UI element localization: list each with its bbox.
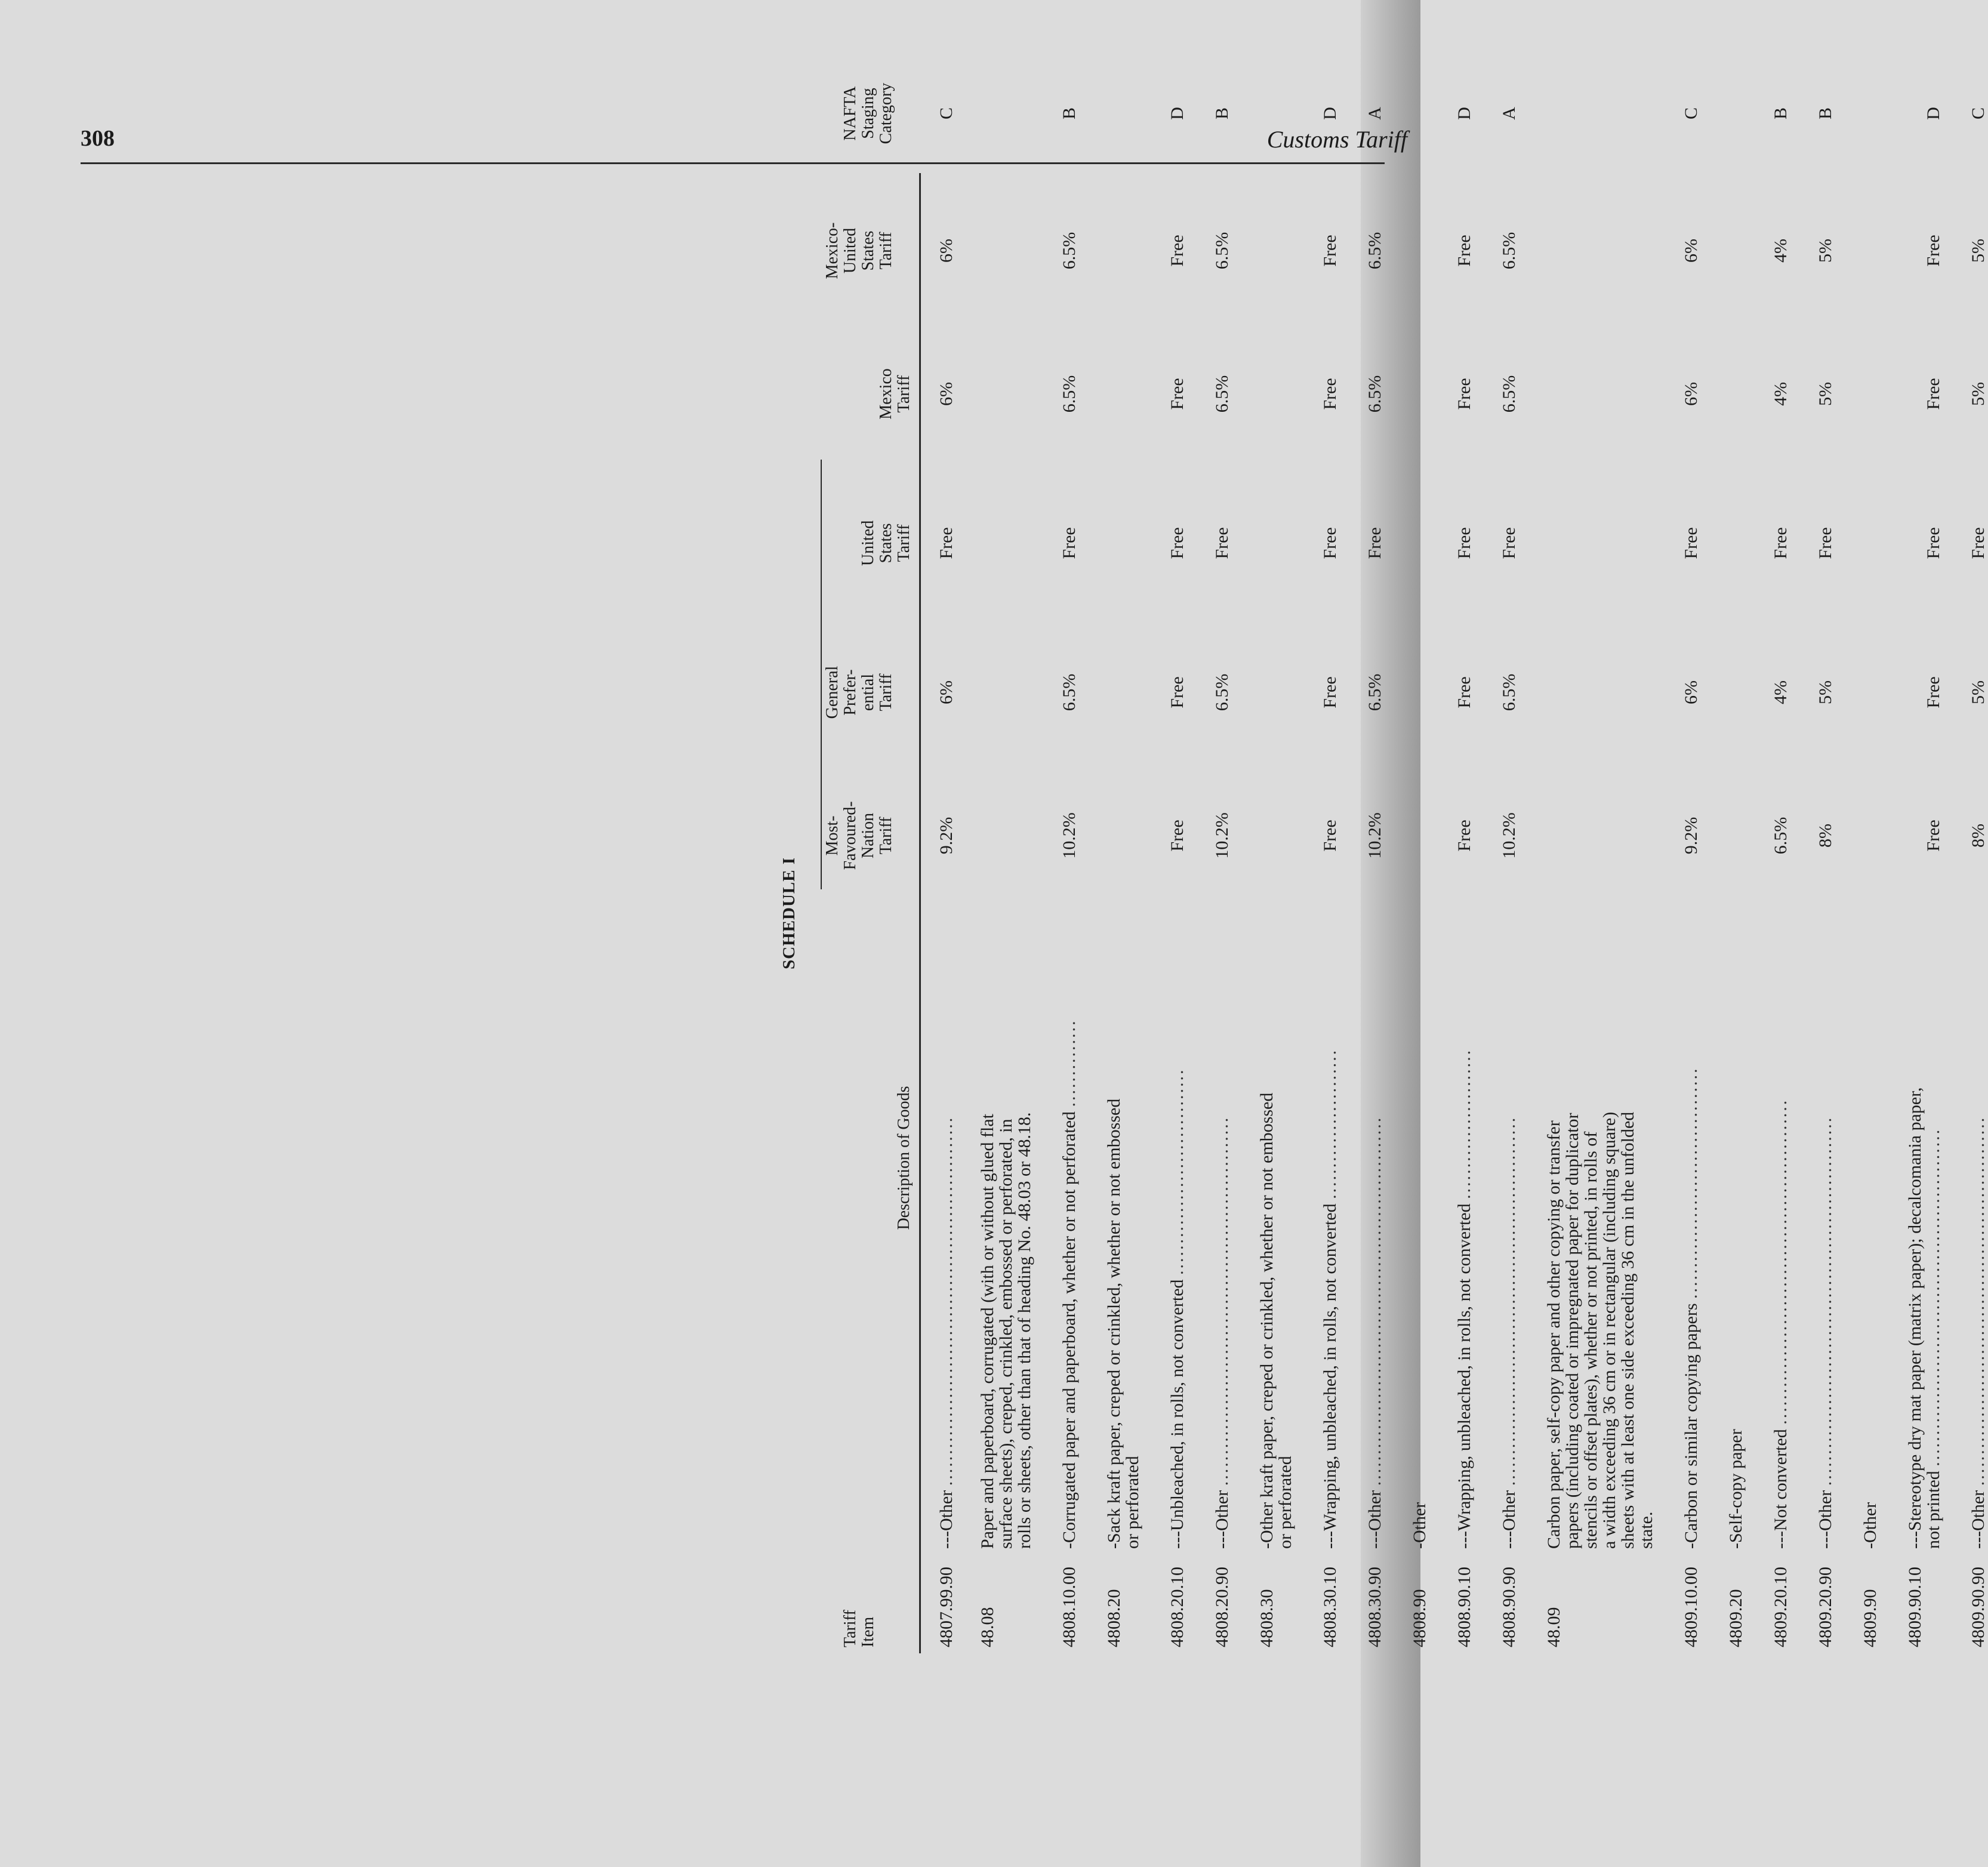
header-must: Mexico- United States Tariff xyxy=(823,222,895,279)
goods-description: -Self-copy paper xyxy=(1726,1429,1746,1549)
tariff-item-code: 4809.10.00 xyxy=(1681,1567,1701,1647)
rate-mfn: Free xyxy=(1320,819,1340,852)
rate-gpt: 4% xyxy=(1771,680,1790,704)
rate-nafta: A xyxy=(1499,107,1519,120)
rate-ust: Free xyxy=(1454,527,1474,559)
rate-mt: Free xyxy=(1167,378,1187,410)
rate-must: 6% xyxy=(936,239,956,263)
goods-description: ---Wrapping, unbleached, in rolls, not converted ........................ xyxy=(1454,1048,1474,1549)
rate-mt: 5% xyxy=(1968,382,1988,406)
rate-mfn: 10.2% xyxy=(1365,812,1385,859)
goods-description: -Other xyxy=(1860,1502,1880,1549)
goods-description: ---Wrapping, unbleached, in rolls, not converted ........................ xyxy=(1320,1048,1340,1549)
rate-must: Free xyxy=(1167,235,1187,267)
tariff-item-code: 4809.90.90 xyxy=(1968,1567,1988,1647)
rate-gpt: 5% xyxy=(1816,680,1835,704)
rate-mfn: 10.2% xyxy=(1499,812,1519,859)
rate-mfn: Free xyxy=(1167,819,1187,852)
rate-gpt: Free xyxy=(1454,676,1474,708)
tariff-item-code: 4808.20.90 xyxy=(1212,1567,1232,1647)
tariff-item-code: 4808.90.90 xyxy=(1499,1567,1519,1647)
goods-description: Carbon paper, self-copy paper and other copying or transfer papers (including coated or impregnated paper for duplicator stencils or offset plates), whether or not printed, in rolls of a width exceeding 36 cm or in rectangular (including square) sheets with at least one side exceeding 36 cm in the unfolded state. xyxy=(1544,1111,1656,1549)
rate-mt: 4% xyxy=(1771,382,1790,406)
goods-description: ---Other ........................................................... xyxy=(1816,1116,1835,1549)
rate-must: 5% xyxy=(1968,239,1988,263)
rate-mt: 6.5% xyxy=(1499,375,1519,413)
rate-gpt: 6.5% xyxy=(1059,673,1079,711)
rate-ust: Free xyxy=(1365,527,1385,559)
leader-dots: ........................................................... xyxy=(1816,1116,1835,1486)
header-rule xyxy=(81,162,1385,164)
rate-ust: Free xyxy=(1816,527,1835,559)
tariff-item-code: 4807.99.90 xyxy=(936,1567,956,1647)
tariff-item-code: 4808.30.10 xyxy=(1320,1567,1340,1647)
header-mfn: Most- Favoured- Nation Tariff xyxy=(823,801,895,870)
header-tariff-item: Tariff Item xyxy=(841,1610,877,1647)
rate-gpt: 6.5% xyxy=(1365,673,1385,711)
rate-ust: Free xyxy=(1320,527,1340,559)
rate-mfn: 10.2% xyxy=(1059,812,1079,859)
tariff-item-code: 4809.90 xyxy=(1860,1589,1880,1647)
goods-description: ---Other ........................................................... xyxy=(1499,1116,1519,1549)
header-bottom-rule xyxy=(919,173,921,1653)
goods-description: -Sack kraft paper, creped or crinkled, whether or not embossed or perforated xyxy=(1104,1098,1142,1549)
rate-gpt: 6.5% xyxy=(1212,673,1232,711)
rate-gpt: 5% xyxy=(1968,680,1988,704)
leader-dots: ........................................................... xyxy=(1212,1116,1232,1486)
rate-must: 6% xyxy=(1681,239,1701,263)
header-nafta: NAFTA Staging Category xyxy=(841,82,895,144)
rate-must: Free xyxy=(1454,235,1474,267)
goods-description: Paper and paperboard, corrugated (with or without glued flat surface sheets), creped, crinkled, embossed or perforated, in rolls or sheets, other than that of heading No. 48.03 or 48.18. xyxy=(978,1112,1034,1549)
rate-must: 6.5% xyxy=(1499,232,1519,270)
leader-dots: ........................................................... xyxy=(1365,1116,1385,1486)
running-head: Customs Tariff xyxy=(1266,126,1407,153)
tariff-item-code: 4809.20.90 xyxy=(1816,1567,1835,1647)
leader-dots: ........................ xyxy=(1320,1048,1340,1199)
rate-ust: Free xyxy=(936,527,956,559)
rate-mt: 5% xyxy=(1816,382,1835,406)
header-gpt: General Prefer- ential Tariff xyxy=(823,666,895,719)
rate-mt: Free xyxy=(1924,378,1943,410)
goods-description: ---Other ........................................................... xyxy=(936,1116,956,1549)
tariff-item-code: 4808.20.10 xyxy=(1167,1567,1187,1647)
schedule-label: SCHEDULE I xyxy=(779,857,799,970)
goods-description: -Other kraft paper, creped or crinkled, whether or not embossed or perforated xyxy=(1257,1092,1295,1549)
rate-ust: Free xyxy=(1771,527,1790,559)
rate-mfn: 9.2% xyxy=(936,817,956,855)
header-description: Description of Goods xyxy=(895,1086,913,1230)
rate-ust: Free xyxy=(1968,527,1988,559)
rate-nafta: C xyxy=(1681,107,1701,120)
rate-mfn: 6.5% xyxy=(1771,817,1790,855)
rate-mt: 6.5% xyxy=(1365,375,1385,413)
goods-description: -Other xyxy=(1410,1502,1429,1549)
header-ust: United States Tariff xyxy=(859,520,913,566)
rate-must: 6.5% xyxy=(1059,232,1079,270)
rate-mt: Free xyxy=(1454,378,1474,410)
tariff-item-code: 4809.20.10 xyxy=(1771,1567,1790,1647)
goods-description: ---Other ........................................................... xyxy=(1365,1116,1385,1549)
tariff-item-code: 48.08 xyxy=(978,1607,997,1647)
rate-ust: Free xyxy=(1059,527,1079,559)
rate-mfn: Free xyxy=(1924,819,1943,852)
rate-mfn: 8% xyxy=(1816,824,1835,848)
leader-dots: ........................................................... xyxy=(1968,1116,1988,1486)
header-group-line xyxy=(821,460,822,889)
rate-nafta: B xyxy=(1816,107,1835,120)
rate-mt: 6% xyxy=(936,382,956,406)
rate-gpt: Free xyxy=(1924,676,1943,708)
rate-nafta: B xyxy=(1771,107,1790,120)
rate-mfn: 9.2% xyxy=(1681,817,1701,855)
rate-nafta: D xyxy=(1924,107,1943,120)
rate-nafta: C xyxy=(1968,107,1988,120)
rate-mt: 6.5% xyxy=(1059,375,1079,413)
header-mt: Mexico Tariff xyxy=(877,368,913,420)
rate-ust: Free xyxy=(1167,527,1187,559)
rate-ust: Free xyxy=(1681,527,1701,559)
rate-must: Free xyxy=(1924,235,1943,267)
rate-nafta: B xyxy=(1059,107,1079,120)
goods-description: ---Stereotype dry mat paper (matrix paper); decalcomania paper, not printed ...................................................... xyxy=(1905,1087,1943,1549)
rate-nafta: A xyxy=(1365,107,1385,120)
rate-nafta: B xyxy=(1212,107,1232,120)
goods-description: ---Not converted .................................................... xyxy=(1771,1098,1790,1549)
rate-mfn: 10.2% xyxy=(1212,812,1232,859)
rate-mfn: Free xyxy=(1454,819,1474,852)
rate-must: 5% xyxy=(1816,239,1835,263)
goods-description: ---Other ........................................................... xyxy=(1968,1116,1988,1549)
rate-mt: 6.5% xyxy=(1212,375,1232,413)
page-number: 308 xyxy=(81,126,115,151)
tariff-item-code: 4808.30.90 xyxy=(1365,1567,1385,1647)
rate-must: 6.5% xyxy=(1365,232,1385,270)
rate-nafta: D xyxy=(1454,107,1474,120)
rate-nafta: D xyxy=(1320,107,1340,120)
leader-dots: .................................................... xyxy=(1771,1098,1790,1425)
leader-dots: ..................................... xyxy=(1681,1067,1701,1299)
tariff-item-code: 4809.90.10 xyxy=(1905,1567,1925,1647)
leader-dots: ........................................................... xyxy=(936,1116,956,1486)
rate-must: 6.5% xyxy=(1212,232,1232,270)
tariff-item-code: 4808.90.10 xyxy=(1454,1567,1474,1647)
tariff-item-code: 4808.20 xyxy=(1104,1589,1124,1647)
tariff-item-code: 48.09 xyxy=(1544,1607,1564,1647)
leader-dots: ........................................................... xyxy=(1499,1116,1519,1486)
tariff-item-code: 4808.10.00 xyxy=(1059,1567,1079,1647)
rate-must: 4% xyxy=(1771,239,1790,263)
tariff-item-code: 4808.90 xyxy=(1410,1589,1429,1647)
rate-gpt: 6.5% xyxy=(1499,673,1519,711)
rate-ust: Free xyxy=(1212,527,1232,559)
rate-gpt: 6% xyxy=(1681,680,1701,704)
rate-ust: Free xyxy=(1499,527,1519,559)
rate-ust: Free xyxy=(1924,527,1943,559)
leader-dots: ...................................................... xyxy=(1924,1127,1943,1467)
leader-dots: .............. xyxy=(1059,1019,1079,1107)
goods-description: ---Other ........................................................... xyxy=(1212,1116,1232,1549)
goods-description: ---Unbleached, in rolls, not converted ................................. xyxy=(1167,1068,1187,1549)
rate-nafta: C xyxy=(936,107,956,120)
tariff-item-code: 4809.20 xyxy=(1726,1589,1746,1647)
rate-gpt: Free xyxy=(1320,676,1340,708)
rate-mt: Free xyxy=(1320,378,1340,410)
rate-mfn: 8% xyxy=(1968,824,1988,848)
rate-nafta: D xyxy=(1167,107,1187,120)
leader-dots: ........................ xyxy=(1454,1048,1474,1199)
goods-description: -Carbon or similar copying papers ..................................... xyxy=(1681,1067,1701,1549)
tariff-item-code: 4808.30 xyxy=(1257,1589,1277,1647)
rate-mt: 6% xyxy=(1681,382,1701,406)
rate-must: Free xyxy=(1320,235,1340,267)
goods-description: -Corrugated paper and paperboard, whether or not perforated .............. xyxy=(1059,1019,1079,1549)
rate-gpt: 6% xyxy=(936,680,956,704)
leader-dots: ................................. xyxy=(1167,1068,1187,1275)
rate-gpt: Free xyxy=(1167,676,1187,708)
